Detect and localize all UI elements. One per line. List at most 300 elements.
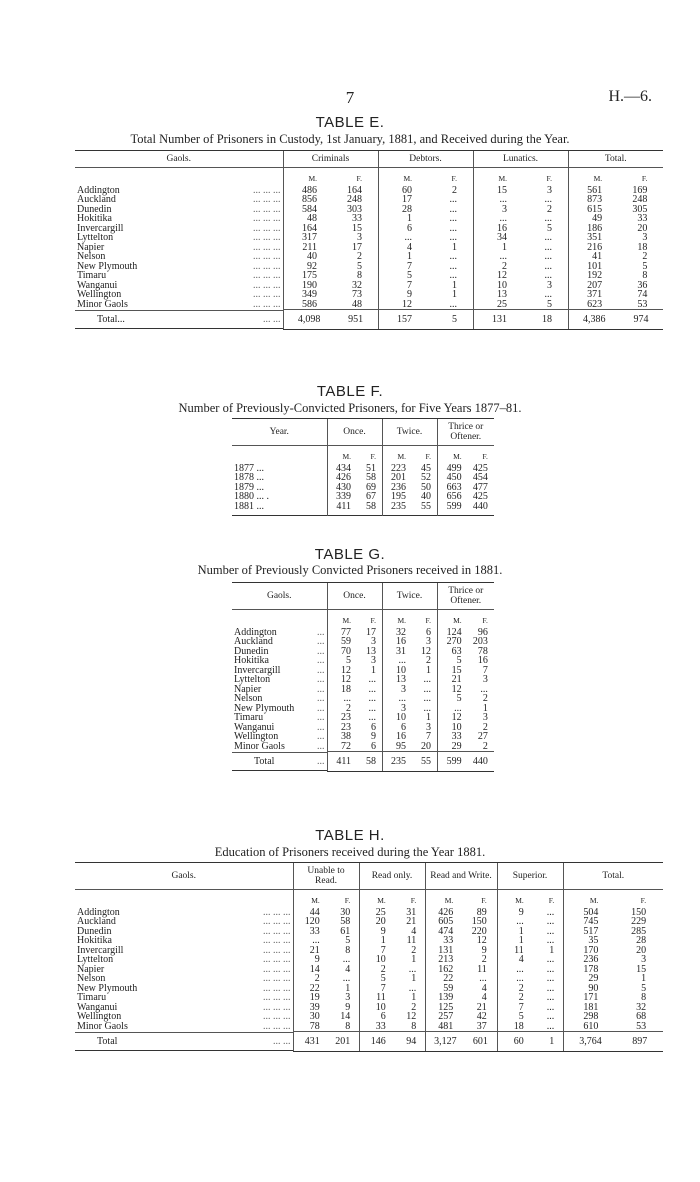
total-cell bbox=[382, 752, 437, 772]
female-value: 1 bbox=[452, 289, 457, 300]
total-cell bbox=[437, 752, 494, 772]
female-value: 1 bbox=[411, 992, 417, 1003]
value-cell bbox=[473, 290, 568, 300]
male-value: 211 bbox=[302, 241, 317, 253]
female-value: 1 bbox=[426, 712, 431, 723]
table-row bbox=[75, 993, 663, 1003]
female-value: 3 bbox=[426, 721, 431, 733]
female-value: 229 bbox=[631, 916, 647, 927]
table-h bbox=[75, 862, 663, 1052]
male-value: 10 bbox=[375, 954, 386, 965]
female-value: 220 bbox=[471, 925, 487, 937]
value-cell bbox=[473, 243, 568, 253]
male-value: ... bbox=[499, 251, 507, 262]
row-name: Wellington bbox=[77, 1011, 122, 1022]
column-header-group: Twice. bbox=[382, 583, 437, 610]
value-cell bbox=[568, 214, 663, 224]
female-value: 32 bbox=[636, 1001, 647, 1013]
total-label-text: Total bbox=[97, 1035, 118, 1047]
value-cell bbox=[425, 1022, 497, 1032]
male-value: 7 bbox=[518, 1001, 524, 1013]
male-value: 201 bbox=[391, 472, 406, 483]
female-value: ... bbox=[368, 702, 376, 714]
female-value: 2 bbox=[482, 740, 488, 752]
female-value: ... bbox=[423, 693, 431, 704]
mf-spacer bbox=[232, 446, 327, 464]
row-name: Auckland bbox=[77, 194, 116, 205]
male-value: 5 bbox=[407, 270, 412, 281]
male-value: 605 bbox=[438, 916, 454, 927]
female-total: 440 bbox=[472, 755, 488, 767]
leader-dots: ... bbox=[317, 721, 325, 733]
row-label bbox=[75, 965, 293, 975]
mf-cell bbox=[563, 890, 663, 908]
female-value: 303 bbox=[347, 203, 362, 215]
female-value: ... bbox=[546, 925, 555, 937]
mf-cell bbox=[425, 890, 497, 908]
female-value: 12 bbox=[406, 1011, 417, 1022]
table-row bbox=[75, 186, 663, 196]
female-header: F. bbox=[641, 174, 648, 183]
female-value: 48 bbox=[352, 298, 362, 310]
leader-dots: ... ... ... bbox=[253, 260, 281, 272]
male-value: 9 bbox=[407, 289, 412, 300]
female-value: 2 bbox=[482, 721, 488, 733]
row-name: New Plymouth bbox=[77, 260, 138, 272]
male-value: 10 bbox=[396, 664, 406, 676]
value-cell bbox=[473, 262, 568, 272]
female-value: 5 bbox=[357, 260, 362, 272]
male-value: 139 bbox=[438, 992, 454, 1003]
male-value: 213 bbox=[438, 954, 454, 965]
female-value: 53 bbox=[636, 1020, 647, 1032]
female-value: 477 bbox=[472, 481, 488, 493]
male-value: 23 bbox=[341, 712, 351, 723]
male-value: 1 bbox=[502, 241, 507, 253]
male-total: 3,764 bbox=[579, 1035, 602, 1047]
row-name: 1879 ... bbox=[234, 481, 264, 493]
male-value: 12 bbox=[451, 683, 462, 695]
female-value: 1 bbox=[452, 241, 457, 253]
female-value: 2 bbox=[357, 251, 362, 262]
value-cell bbox=[378, 214, 473, 224]
value-cell bbox=[563, 955, 663, 965]
female-value: ... bbox=[546, 935, 555, 946]
male-value: 298 bbox=[583, 1011, 599, 1022]
leader-dots: ... bbox=[317, 626, 325, 638]
male-value: 2 bbox=[502, 260, 507, 272]
male-header: M. bbox=[453, 616, 462, 625]
table-row bbox=[75, 205, 663, 215]
male-value: 11 bbox=[514, 944, 524, 956]
row-name: Nelson bbox=[77, 251, 106, 262]
male-value: 1 bbox=[407, 213, 412, 224]
male-value: 481 bbox=[438, 1020, 454, 1032]
female-value: 58 bbox=[366, 472, 376, 483]
male-value: 207 bbox=[587, 279, 603, 291]
male-value: 10 bbox=[497, 279, 507, 291]
value-cell bbox=[378, 281, 473, 291]
row-name: Dunedin bbox=[234, 645, 269, 657]
male-value: 181 bbox=[583, 1001, 599, 1013]
male-value: 9 bbox=[380, 925, 386, 937]
male-header: M. bbox=[444, 896, 454, 905]
male-value: 349 bbox=[302, 289, 317, 300]
total-cell bbox=[425, 1032, 497, 1052]
female-value: 20 bbox=[637, 222, 648, 234]
value-cell bbox=[382, 502, 437, 516]
leader-dots: ... ... ... bbox=[253, 213, 281, 224]
value-cell bbox=[378, 186, 473, 196]
value-cell bbox=[378, 224, 473, 234]
table-row bbox=[75, 974, 663, 984]
value-cell bbox=[378, 233, 473, 243]
male-value: 16 bbox=[396, 731, 406, 742]
column-header-group: Total. bbox=[568, 151, 663, 168]
table-row bbox=[75, 965, 663, 975]
female-value: 12 bbox=[421, 645, 431, 657]
female-value: 9 bbox=[371, 731, 376, 742]
column-header-group: Debtors. bbox=[378, 151, 473, 168]
total-row bbox=[232, 752, 494, 772]
male-value: 486 bbox=[302, 184, 317, 196]
leader-dots: ... ... bbox=[273, 1035, 291, 1047]
value-cell bbox=[563, 974, 663, 984]
female-value: 3 bbox=[482, 712, 488, 723]
value-cell bbox=[568, 186, 663, 196]
column-header-label: Gaols. bbox=[75, 863, 293, 890]
female-value: 15 bbox=[352, 222, 362, 234]
male-header: M. bbox=[593, 174, 603, 183]
value-cell bbox=[563, 936, 663, 946]
leader-dots: ... ... ... bbox=[253, 241, 281, 253]
male-header: M. bbox=[311, 896, 320, 905]
male-header: M. bbox=[515, 896, 524, 905]
female-value: ... bbox=[449, 213, 457, 224]
female-value: 1 bbox=[371, 664, 376, 676]
row-label bbox=[75, 233, 283, 243]
male-value: 35 bbox=[588, 935, 599, 946]
table-row bbox=[232, 647, 494, 657]
leader-dots: ... ... ... bbox=[253, 194, 281, 205]
row-name: Lyttelton bbox=[77, 232, 114, 243]
value-cell bbox=[568, 290, 663, 300]
row-name: 1878 ... bbox=[234, 472, 264, 483]
row-label bbox=[75, 955, 293, 965]
column-header-label: Year. bbox=[232, 419, 327, 446]
male-value: 175 bbox=[302, 270, 317, 281]
female-value: 4 bbox=[481, 982, 487, 994]
female-value: 67 bbox=[366, 491, 376, 502]
male-value: 33 bbox=[309, 925, 320, 937]
female-value: ... bbox=[449, 222, 457, 234]
leader-dots: ... ... ... bbox=[263, 925, 291, 937]
male-header: M. bbox=[342, 616, 351, 625]
value-cell bbox=[293, 1022, 359, 1032]
table-g-title: TABLE G. bbox=[314, 546, 386, 563]
value-cell bbox=[473, 271, 568, 281]
total-cell bbox=[378, 310, 473, 330]
table-row bbox=[75, 1022, 663, 1032]
row-name: Minor Gaols bbox=[77, 298, 128, 310]
female-value: 73 bbox=[352, 289, 362, 300]
female-header: F. bbox=[344, 896, 351, 905]
female-value: ... bbox=[544, 194, 552, 205]
female-value: 4 bbox=[345, 963, 351, 975]
row-name: Nelson bbox=[234, 693, 263, 704]
female-value: 45 bbox=[421, 462, 431, 474]
male-value: 504 bbox=[583, 906, 599, 918]
female-value: 69 bbox=[366, 481, 376, 493]
value-cell bbox=[473, 195, 568, 205]
female-value: 169 bbox=[632, 184, 648, 196]
female-value: ... bbox=[480, 683, 488, 695]
male-value: 599 bbox=[446, 500, 462, 512]
female-value: 9 bbox=[345, 1001, 351, 1013]
male-value: 12 bbox=[451, 712, 462, 723]
male-value: 426 bbox=[438, 906, 454, 918]
value-cell bbox=[563, 1022, 663, 1032]
column-header-group: Criminals bbox=[283, 151, 378, 168]
female-value: 89 bbox=[476, 906, 487, 918]
male-value: 426 bbox=[336, 472, 351, 483]
leader-dots: ... ... ... bbox=[253, 232, 281, 243]
male-value: 49 bbox=[592, 213, 603, 224]
female-value: 33 bbox=[637, 213, 648, 224]
male-total: 157 bbox=[397, 313, 412, 325]
male-value: 170 bbox=[583, 944, 599, 956]
female-value: 58 bbox=[340, 916, 351, 927]
female-total: 897 bbox=[632, 1035, 648, 1047]
male-value: 873 bbox=[587, 194, 603, 205]
leader-dots: ... bbox=[317, 731, 325, 742]
male-value: 13 bbox=[396, 674, 406, 685]
male-value: 623 bbox=[587, 298, 603, 310]
leader-dots: ... ... ... bbox=[263, 916, 291, 927]
male-value: 6 bbox=[380, 1011, 386, 1022]
female-value: ... bbox=[449, 270, 457, 281]
leader-dots: ... ... ... bbox=[253, 279, 281, 291]
male-value: 4 bbox=[407, 241, 412, 253]
leader-dots: ... bbox=[317, 655, 325, 666]
table-e bbox=[75, 150, 663, 330]
row-name: Wanganui bbox=[77, 279, 118, 291]
table-f bbox=[232, 418, 494, 516]
female-value: 6 bbox=[426, 626, 431, 638]
table-row bbox=[232, 742, 494, 752]
female-header: F. bbox=[548, 896, 555, 905]
male-header: M. bbox=[308, 174, 317, 183]
male-value: 517 bbox=[583, 925, 599, 937]
male-value: 5 bbox=[456, 655, 462, 666]
male-value: 59 bbox=[341, 636, 351, 647]
row-name: Wanganui bbox=[77, 1001, 118, 1013]
total-cell bbox=[563, 1032, 663, 1052]
value-cell bbox=[473, 186, 568, 196]
male-value: 5 bbox=[518, 1011, 524, 1022]
female-value: 4 bbox=[411, 925, 417, 937]
value-cell bbox=[378, 262, 473, 272]
female-value: 203 bbox=[472, 636, 488, 647]
female-value: 68 bbox=[636, 1011, 647, 1022]
female-value: 40 bbox=[421, 491, 431, 502]
value-cell bbox=[563, 965, 663, 975]
male-value: 59 bbox=[443, 982, 454, 994]
column-header-label: Gaols. bbox=[232, 583, 327, 610]
value-cell bbox=[283, 214, 378, 224]
row-name: Hokitika bbox=[234, 655, 269, 666]
total-cell bbox=[473, 310, 568, 330]
column-header-group: Once. bbox=[327, 419, 382, 446]
female-value: 42 bbox=[476, 1011, 487, 1022]
row-label bbox=[75, 300, 283, 310]
leader-dots: ... ... ... bbox=[253, 222, 281, 234]
female-value: 2 bbox=[411, 944, 417, 956]
female-value: 1 bbox=[549, 944, 555, 956]
column-header-group: Read and Write. bbox=[425, 863, 497, 890]
male-header: M. bbox=[377, 896, 386, 905]
female-value: ... bbox=[342, 954, 351, 965]
leader-dots: ... bbox=[317, 674, 325, 685]
column-header-group: Total. bbox=[563, 863, 663, 890]
value-cell bbox=[473, 252, 568, 262]
male-value: 28 bbox=[402, 203, 412, 215]
female-value: 3 bbox=[642, 232, 648, 243]
row-name: New Plymouth bbox=[77, 982, 138, 994]
leader-dots: ... bbox=[317, 664, 325, 676]
row-name: 1880 ... . bbox=[234, 491, 269, 502]
male-value: 5 bbox=[380, 973, 386, 984]
column-header-group: Lunatics. bbox=[473, 151, 568, 168]
value-cell bbox=[437, 502, 494, 516]
value-cell bbox=[563, 927, 663, 937]
male-value: 15 bbox=[451, 664, 462, 676]
value-cell bbox=[378, 290, 473, 300]
value-cell bbox=[563, 917, 663, 927]
male-value: 124 bbox=[446, 626, 462, 638]
mf-spacer bbox=[232, 610, 327, 628]
male-value: 12 bbox=[497, 270, 507, 281]
female-header: F. bbox=[356, 174, 362, 183]
table-row bbox=[75, 262, 663, 272]
table-h-subtitle: Education of Prisoners received during the Year 1881. bbox=[214, 845, 486, 859]
male-value: 4 bbox=[518, 954, 524, 965]
male-value: 3 bbox=[502, 203, 507, 215]
row-name: Auckland bbox=[77, 916, 116, 927]
female-value: 37 bbox=[476, 1020, 487, 1032]
female-value: 1 bbox=[426, 664, 431, 676]
female-value: 8 bbox=[642, 270, 648, 281]
male-value: 1 bbox=[380, 935, 386, 946]
female-value: ... bbox=[546, 1011, 555, 1022]
total-cell bbox=[327, 752, 382, 772]
female-value: ... bbox=[368, 683, 376, 695]
female-value: 1 bbox=[482, 702, 488, 714]
female-value: 5 bbox=[642, 260, 648, 272]
male-value: 7 bbox=[407, 260, 412, 272]
female-value: ... bbox=[342, 973, 351, 984]
female-value: 2 bbox=[426, 655, 431, 666]
female-value: 3 bbox=[345, 992, 351, 1003]
male-value: 1 bbox=[518, 935, 524, 946]
value-cell bbox=[378, 271, 473, 281]
male-value: 9 bbox=[518, 906, 524, 918]
female-value: ... bbox=[544, 213, 552, 224]
male-value: 450 bbox=[446, 472, 462, 483]
male-value: 339 bbox=[336, 491, 351, 502]
leader-dots: ... ... ... bbox=[253, 298, 281, 310]
male-value: ... bbox=[516, 973, 524, 984]
table-g bbox=[232, 582, 494, 772]
leader-dots: ... bbox=[317, 693, 325, 704]
male-value: 257 bbox=[438, 1011, 454, 1022]
male-value: 171 bbox=[583, 992, 599, 1003]
female-value: 6 bbox=[371, 721, 376, 733]
male-value: 17 bbox=[402, 194, 412, 205]
male-value: 90 bbox=[588, 982, 599, 994]
male-value: ... bbox=[398, 693, 406, 704]
total-cell bbox=[359, 1032, 425, 1052]
male-value: 18 bbox=[513, 1020, 524, 1032]
male-value: 48 bbox=[307, 213, 317, 224]
male-value: 33 bbox=[375, 1020, 386, 1032]
value-cell bbox=[497, 1022, 563, 1032]
male-total: 60 bbox=[513, 1035, 524, 1047]
table-e-subtitle: Total Number of Prisoners in Custody, 1st January, 1881, and Received during the Year. bbox=[130, 132, 570, 146]
value-cell bbox=[563, 1012, 663, 1022]
male-value: 32 bbox=[396, 626, 406, 638]
row-name: 1881 ... bbox=[234, 500, 264, 512]
male-value: 745 bbox=[583, 916, 599, 927]
female-value: 2 bbox=[547, 203, 552, 215]
female-value: 20 bbox=[636, 944, 647, 956]
male-value: 14 bbox=[309, 963, 320, 975]
value-cell bbox=[563, 908, 663, 918]
mf-spacer bbox=[75, 890, 293, 908]
table-row bbox=[75, 214, 663, 224]
female-value: 20 bbox=[421, 740, 431, 752]
value-cell bbox=[283, 262, 378, 272]
male-value: 33 bbox=[451, 731, 462, 742]
total-label bbox=[75, 1032, 293, 1052]
female-value: 4 bbox=[481, 992, 487, 1003]
male-value: 70 bbox=[341, 645, 351, 657]
male-header: M. bbox=[397, 452, 406, 461]
row-label bbox=[75, 984, 293, 994]
leader-dots: ... ... ... bbox=[263, 1011, 291, 1022]
male-value: 351 bbox=[587, 232, 603, 243]
female-value: ... bbox=[546, 1001, 555, 1013]
male-total: 4,386 bbox=[583, 313, 606, 325]
male-value: 236 bbox=[391, 481, 406, 493]
female-header: F. bbox=[370, 452, 376, 461]
value-cell bbox=[437, 742, 494, 752]
male-value: ... bbox=[454, 702, 462, 714]
leader-dots: ... bbox=[317, 645, 325, 657]
male-value: 16 bbox=[497, 222, 507, 234]
male-value: 63 bbox=[451, 645, 462, 657]
male-value: 5 bbox=[456, 693, 462, 704]
female-value: ... bbox=[449, 203, 457, 215]
mf-cell bbox=[283, 168, 378, 186]
row-name: Addington bbox=[77, 184, 120, 196]
value-cell bbox=[473, 233, 568, 243]
male-value: 9 bbox=[314, 954, 320, 965]
male-value: 371 bbox=[587, 289, 603, 300]
female-value: ... bbox=[408, 982, 417, 994]
female-value: ... bbox=[544, 289, 552, 300]
row-name: 1877 ... bbox=[234, 462, 264, 474]
